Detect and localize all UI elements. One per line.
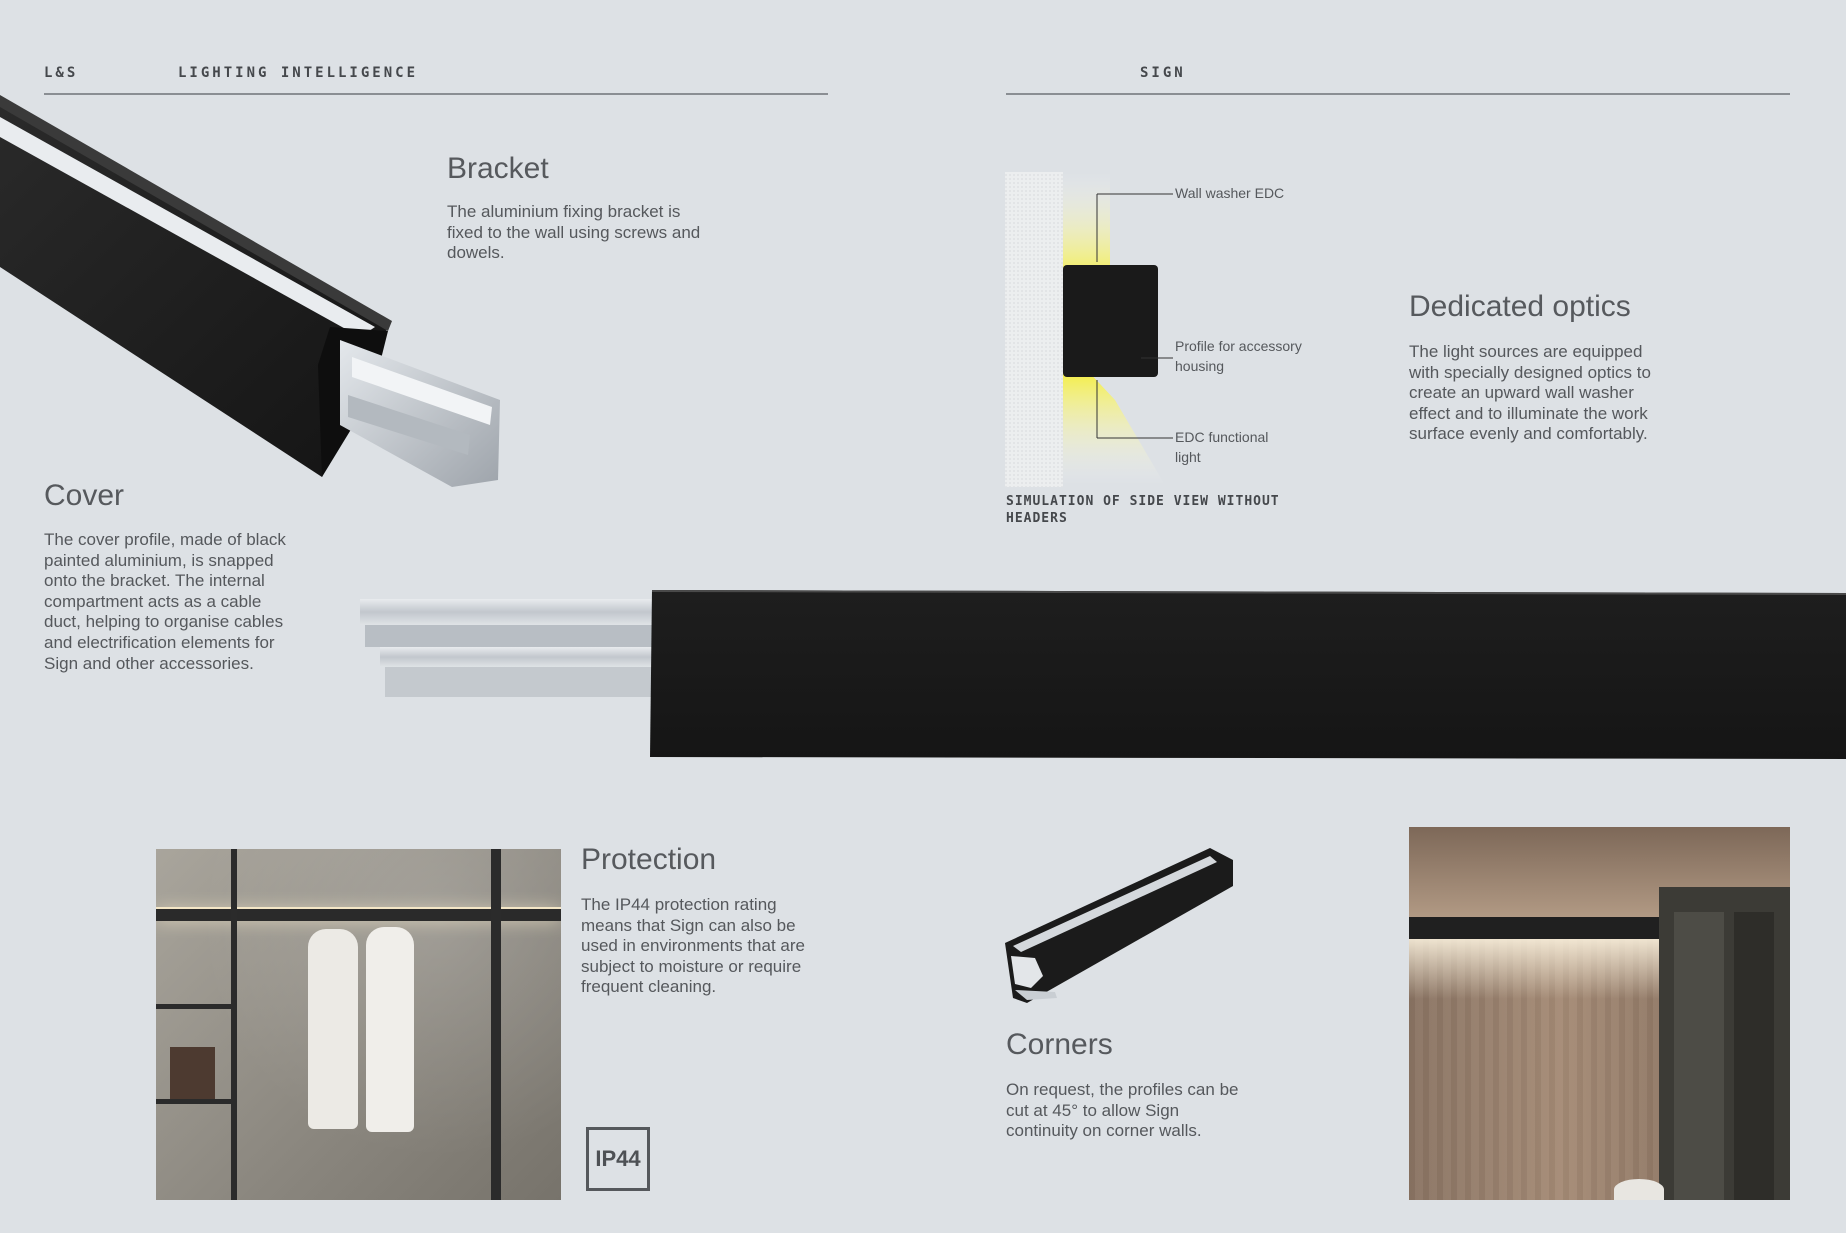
bracket-title: Bracket — [447, 152, 549, 185]
wardrobe-photo — [1409, 827, 1790, 1200]
profile-horizontal-image — [355, 585, 1846, 760]
brand-label: L&S — [44, 65, 79, 81]
protection-title: Protection — [581, 843, 717, 876]
diagram-caption: SIMULATION OF SIDE VIEW WITHOUT HEADERS — [1006, 494, 1280, 526]
protection-body: The IP44 protection rating means that Sign can also be used in environments that are subject to moisture or require frequent cleaning. — [581, 895, 805, 997]
bracket-body: The aluminium fixing bracket is fixed to the wall using screws and dowels. — [447, 202, 701, 263]
bathroom-photo — [156, 849, 561, 1200]
optics-title: Dedicated optics — [1409, 290, 1631, 323]
cover-body: The cover profile, made of black painted aluminium, is snapped onto the bracket. The internal compartment acts as a cable duct, helping to organise cables and electrification elements for Sign and other accessories. — [44, 530, 286, 673]
section-label-right: SIGN — [1140, 65, 1186, 81]
profile-angled-image — [0, 95, 510, 490]
header-rule-right — [1006, 93, 1790, 95]
ip44-badge: IP44 — [586, 1127, 650, 1191]
corners-title: Corners — [1006, 1028, 1113, 1061]
corner-profile-image — [1005, 848, 1235, 1008]
corners-body: On request, the profiles can be cut at 45° to allow Sign continuity on corner walls. — [1006, 1080, 1239, 1141]
diagram-label-wall-washer: Wall washer EDC — [1175, 185, 1285, 201]
diagram-label-profile: Profile for accessory housing — [1175, 338, 1302, 374]
diagram-label-edc: EDC functional light — [1175, 429, 1269, 465]
optics-body: The light sources are equipped with specially designed optics to create an upward wall washer effect and to illuminate the work surface evenly and comfortably. — [1409, 342, 1651, 444]
section-label-left: LIGHTING INTELLIGENCE — [178, 65, 419, 81]
cover-title: Cover — [44, 479, 125, 512]
